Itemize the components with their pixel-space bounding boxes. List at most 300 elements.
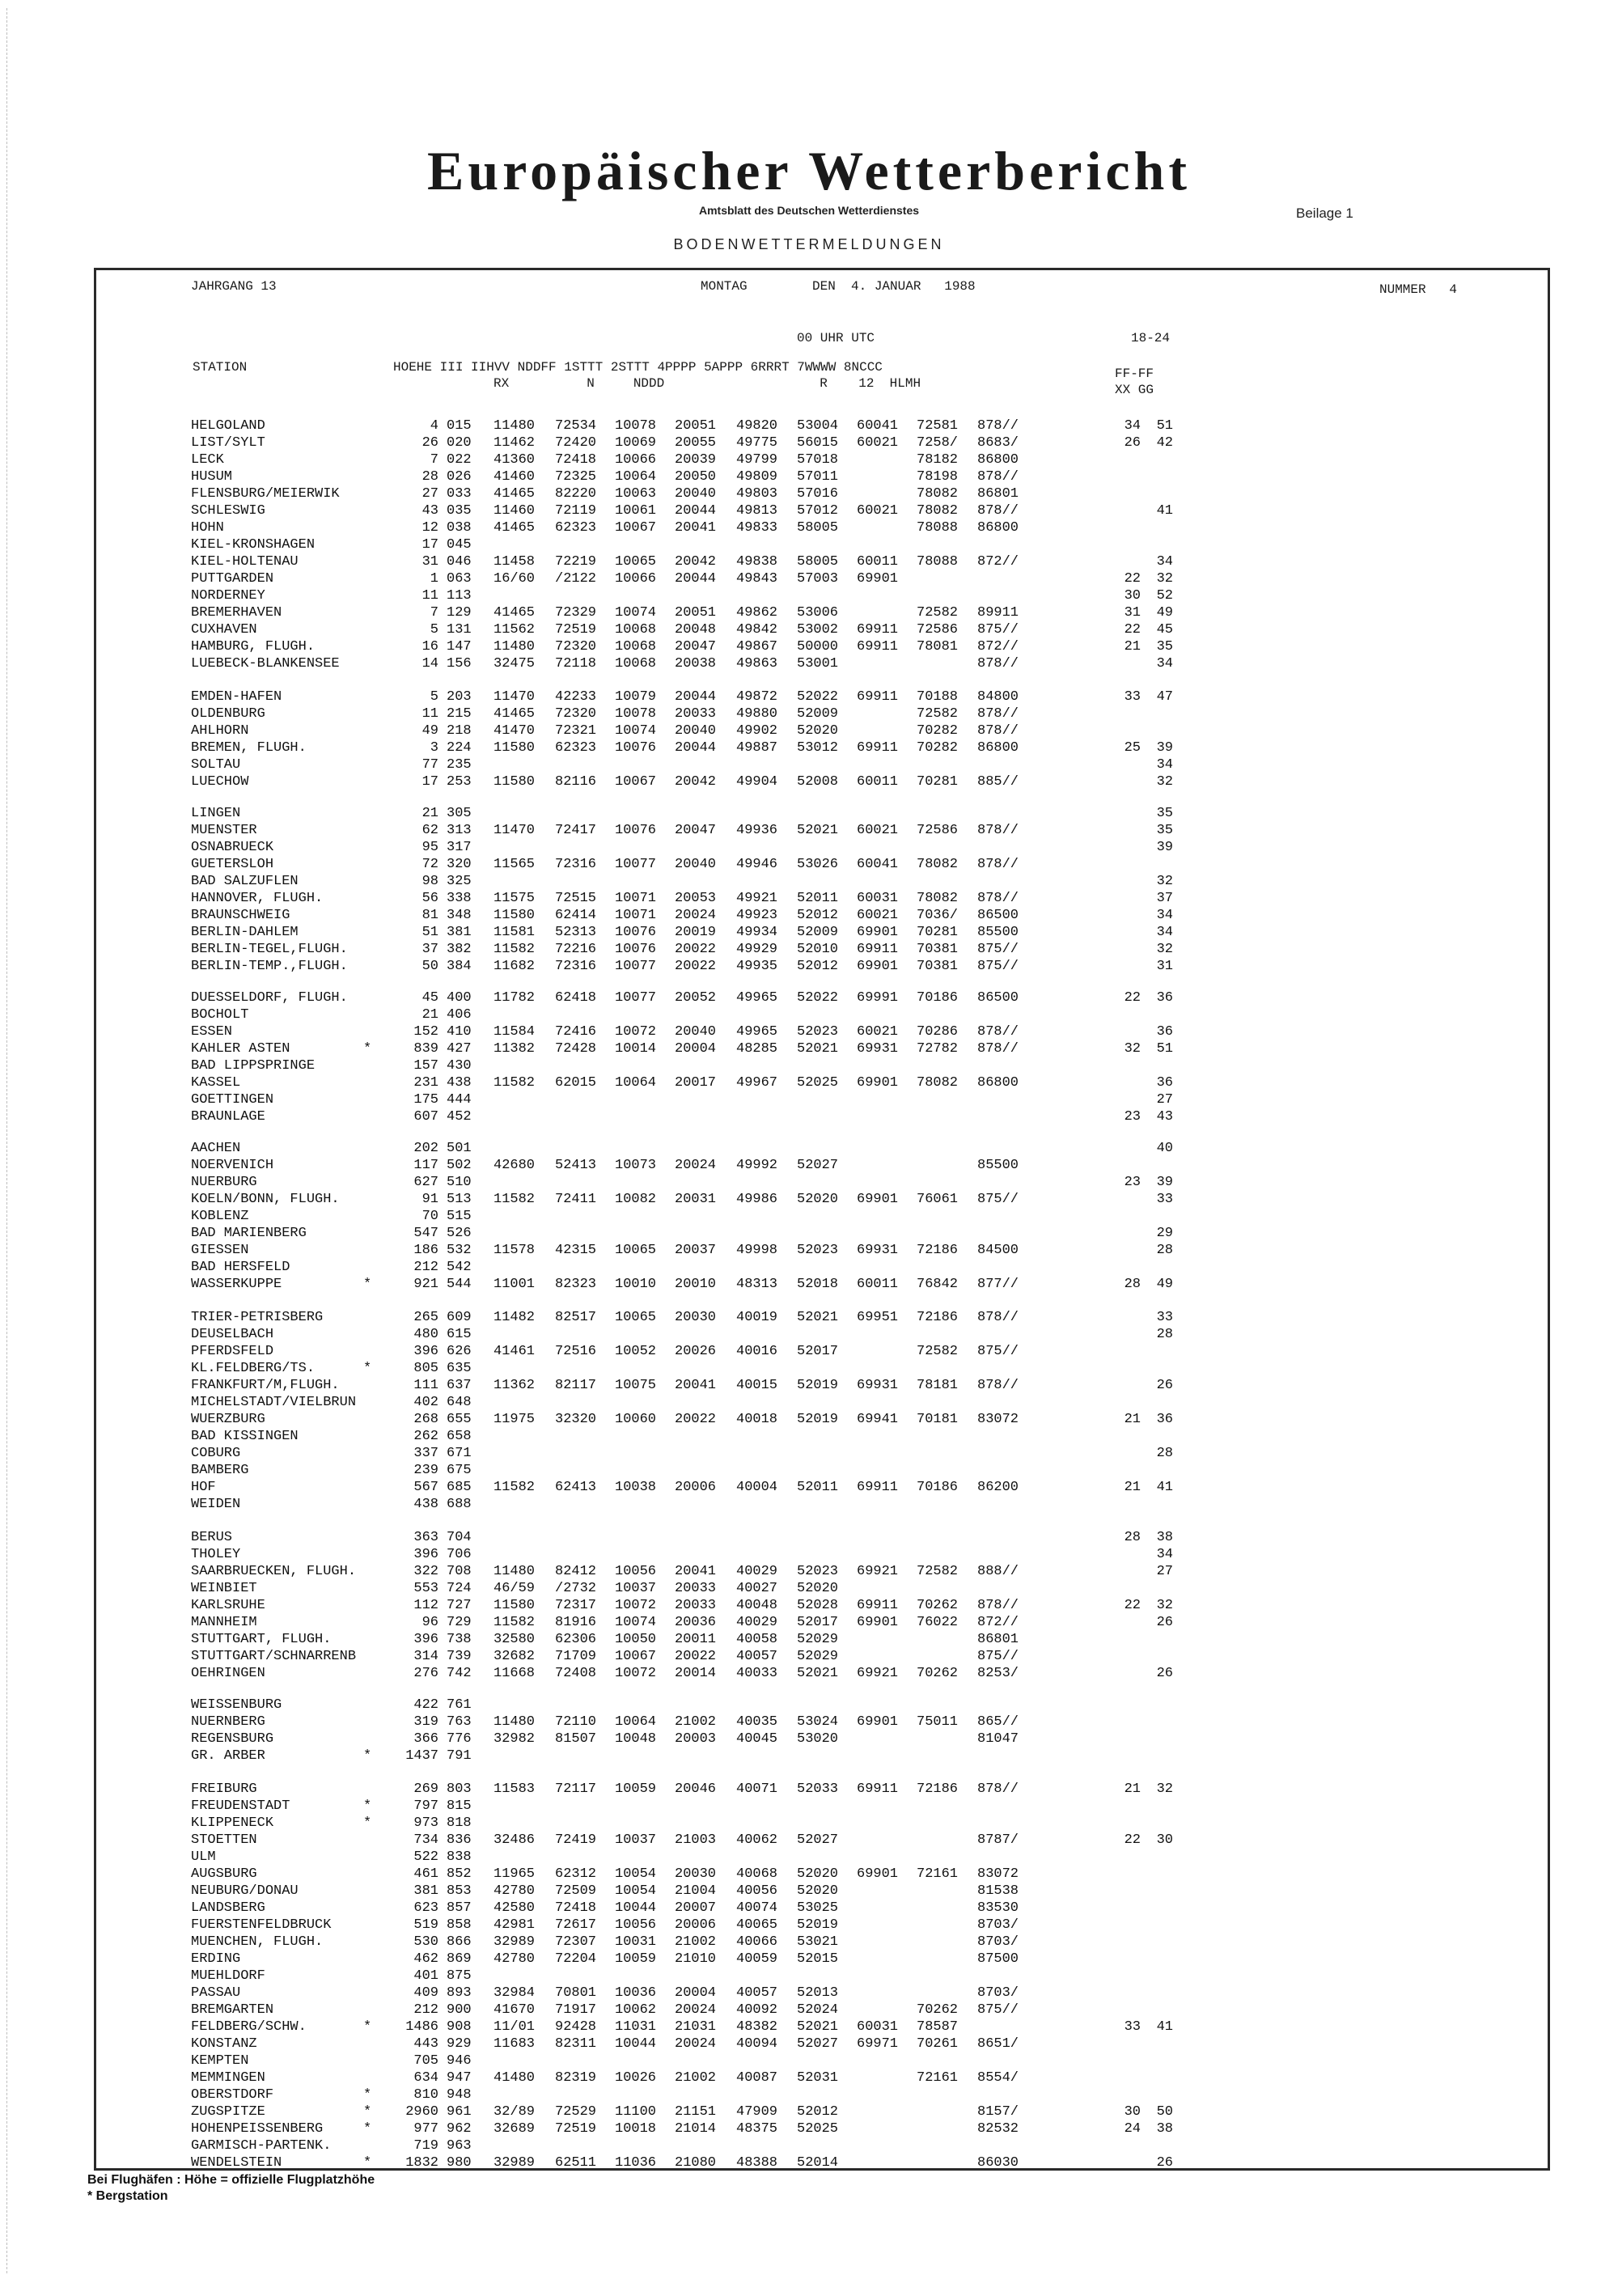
code-group-appp: 57012 (797, 503, 839, 519)
code-group-nddff: 72519 (555, 622, 597, 638)
code-group-stttt2: 20019 (675, 925, 717, 940)
code-group-stttt2: 20053 (675, 891, 717, 906)
code-group-ncccc: 875// (977, 942, 1019, 957)
code-group-appp: 58005 (797, 554, 839, 570)
station-number: 147 (447, 639, 472, 654)
code-group-stttt1: 10052 (615, 1344, 657, 1359)
code-group-pppp: 48382 (736, 2019, 778, 2035)
station-name: MANNHEIM (191, 1615, 257, 1630)
code-group-stttt2: 20011 (675, 1632, 717, 1647)
code-group-nddff: 72411 (555, 1192, 597, 1207)
wind-max: 23 (1124, 1175, 1141, 1190)
code-group-nddff: 72317 (555, 1598, 597, 1613)
gust-max: 37 (1156, 891, 1173, 906)
station-number: 129 (447, 605, 472, 621)
gust-max: 38 (1156, 1530, 1173, 1545)
code-group-stttt2: 20036 (675, 1615, 717, 1630)
code-group-ncccc: 86500 (977, 990, 1019, 1006)
station-number: 739 (447, 1649, 472, 1664)
code-group-nddff: 72316 (555, 857, 597, 872)
station-height: 553 (413, 1581, 438, 1596)
station-name: KAHLER ASTEN (191, 1041, 290, 1057)
table-row (0, 452, 1618, 468)
station-name: CUXHAVEN (191, 622, 257, 638)
station-height: 438 (413, 1497, 438, 1512)
station-height: 314 (413, 1649, 438, 1664)
code-group-stttt2: 20048 (675, 622, 717, 638)
station-name: BREMEN, FLUGH. (191, 740, 307, 756)
code-column-header: HOEHE III IIHVV NDDFF 1STTT 2STTT 4PPPP 5APPP 6RRRT 7WWWW 8NCCC (393, 360, 883, 375)
gust-max: 28 (1156, 1446, 1173, 1461)
mountain-station-marker: * (363, 1798, 372, 1814)
code-group-nddff: 82220 (555, 486, 597, 502)
code-group-pppp: 40071 (736, 1781, 778, 1797)
station-number: 738 (447, 1632, 472, 1647)
station-name: BERLIN-TEGEL,FLUGH. (191, 942, 348, 957)
code-group-stttt1: 10031 (615, 1934, 657, 1950)
station-name: WASSERKUPPE (191, 1277, 282, 1292)
station-height: 1 (430, 571, 438, 587)
code-group-pppp: 49929 (736, 942, 778, 957)
station-height: 973 (413, 1815, 438, 1831)
station-name: BERLIN-DAHLEM (191, 925, 299, 940)
time-label: 00 UHR UTC (797, 331, 875, 345)
code-group-pppp: 40066 (736, 1934, 778, 1950)
station-height: 7 (430, 605, 438, 621)
code-group-stttt1: 10036 (615, 1985, 657, 2001)
code-group-nddff: 32320 (555, 1412, 597, 1427)
code-group-stttt1: 10059 (615, 1951, 657, 1967)
station-height: 17 (421, 537, 438, 553)
station-name: THOLEY (191, 1547, 241, 1562)
station-number: 515 (447, 1209, 472, 1224)
table-row (0, 840, 1618, 856)
code-group-wwww: 78082 (917, 857, 959, 872)
wind-gust-subheader: XX GG (1115, 383, 1154, 397)
gust-max: 39 (1156, 740, 1173, 756)
station-number: 791 (447, 1748, 472, 1764)
code-group-rrrt: 69901 (857, 1714, 899, 1730)
table-row (0, 1175, 1618, 1191)
station-number: 156 (447, 656, 472, 671)
code-group-wwww: 78088 (917, 520, 959, 536)
table-row (0, 2002, 1618, 2019)
code-group-nddff: 72519 (555, 2121, 597, 2137)
code-group-stttt2: 20040 (675, 1024, 717, 1040)
code-group-nddff: 62323 (555, 520, 597, 536)
code-group-appp: 52020 (797, 1866, 839, 1882)
station-number: 430 (447, 1058, 472, 1074)
station-height: 265 (413, 1310, 438, 1325)
code-group-stttt2: 20022 (675, 942, 717, 957)
gust-max: 40 (1156, 1141, 1173, 1156)
station-number: 501 (447, 1141, 472, 1156)
issue-number: NUMMER 4 (1379, 282, 1458, 297)
station-number: 858 (447, 1917, 472, 1933)
code-group-wwww: 72586 (917, 823, 959, 838)
station-number: 338 (447, 891, 472, 906)
code-group-stttt1: 11100 (615, 2104, 657, 2120)
code-group-stttt2: 20004 (675, 1041, 717, 1057)
gust-max: 45 (1156, 622, 1173, 638)
footnote-mountain: * Bergstation (87, 2189, 168, 2203)
code-group-appp: 52011 (797, 1480, 839, 1495)
table-row (0, 1412, 1618, 1428)
code-group-stttt1: 10076 (615, 740, 657, 756)
station-name: OBERSTDORF (191, 2087, 274, 2103)
code-group-nddff: 72509 (555, 1883, 597, 1899)
station-height: 231 (413, 1075, 438, 1091)
station-name: KARLSRUHE (191, 1598, 265, 1613)
code-group-iihvv: 11480 (493, 1564, 536, 1579)
code-group-stttt2: 20003 (675, 1731, 717, 1747)
station-name: LUEBECK-BLANKENSEE (191, 656, 340, 671)
code-group-ncccc: 89911 (977, 605, 1019, 621)
table-row (0, 1951, 1618, 1968)
station-height: 422 (413, 1697, 438, 1713)
code-group-wwww: 70262 (917, 1666, 959, 1681)
gust-max: 32 (1156, 942, 1173, 957)
code-group-iihvv: 32989 (493, 2155, 536, 2171)
table-row (0, 1344, 1618, 1360)
table-row (0, 1075, 1618, 1091)
code-group-iihvv: 32982 (493, 1731, 536, 1747)
station-number: 063 (447, 571, 472, 587)
table-row (0, 503, 1618, 519)
station-height: 409 (413, 1985, 438, 2001)
gust-max: 26 (1156, 1666, 1173, 1681)
station-height: 443 (413, 2036, 438, 2052)
station-number: 776 (447, 1731, 472, 1747)
station-number: 224 (447, 740, 472, 756)
station-name: FELDBERG/SCHW. (191, 2019, 307, 2035)
station-number: 948 (447, 2087, 472, 2103)
code-group-wwww: 72582 (917, 605, 959, 621)
station-number: 962 (447, 2121, 472, 2137)
station-height: 461 (413, 1866, 438, 1882)
code-group-rrrt: 69901 (857, 1615, 899, 1630)
code-group-ncccc: 888// (977, 1564, 1019, 1579)
table-row (0, 435, 1618, 451)
station-number: 348 (447, 908, 472, 923)
table-row (0, 942, 1618, 958)
code-group-stttt1: 10071 (615, 908, 657, 923)
code-group-rrrt: 60011 (857, 1277, 899, 1292)
gust-max: 33 (1156, 1192, 1173, 1207)
code-group-appp: 52029 (797, 1649, 839, 1664)
code-group-nddff: 62414 (555, 908, 597, 923)
code-group-appp: 52012 (797, 908, 839, 923)
station-number: 015 (447, 418, 472, 434)
code-group-ncccc: 878// (977, 503, 1019, 519)
table-row (0, 1883, 1618, 1900)
code-group-iihvv: 11580 (493, 1598, 536, 1613)
station-number: 253 (447, 774, 472, 790)
code-group-stttt2: 21002 (675, 1934, 717, 1950)
table-row (0, 2036, 1618, 2052)
station-name: FRANKFURT/M,FLUGH. (191, 1378, 340, 1393)
station-name: STOETTEN (191, 1832, 257, 1848)
code-group-stttt1: 11036 (615, 2155, 657, 2171)
code-group-wwww: 72581 (917, 418, 959, 434)
code-group-nddff: 82517 (555, 1310, 597, 1325)
code-group-nddff: 82116 (555, 774, 597, 790)
station-number: 325 (447, 874, 472, 889)
table-row (0, 1598, 1618, 1614)
code-group-appp: 53024 (797, 1714, 839, 1730)
gust-max: 50 (1156, 2104, 1173, 2120)
station-number: 708 (447, 1564, 472, 1579)
station-height: 607 (413, 1109, 438, 1125)
station-name: WEINBIET (191, 1581, 257, 1596)
station-height: 396 (413, 1632, 438, 1647)
code-group-nddff: 62306 (555, 1632, 597, 1647)
table-row (0, 891, 1618, 907)
code-group-pppp: 40035 (736, 1714, 778, 1730)
wind-max: 25 (1124, 740, 1141, 756)
table-row (0, 1564, 1618, 1580)
code-group-ncccc: 872// (977, 639, 1019, 654)
station-height: 269 (413, 1781, 438, 1797)
wind-max: 23 (1124, 1109, 1141, 1125)
code-group-stttt2: 20004 (675, 1985, 717, 2001)
station-height: 51 (421, 925, 438, 940)
code-group-iihvv: 11582 (493, 1192, 536, 1207)
station-height: 705 (413, 2053, 438, 2069)
code-group-wwww: 72582 (917, 706, 959, 722)
station-number: 406 (447, 1007, 472, 1023)
code-group-wwww: 72186 (917, 1310, 959, 1325)
station-number: 947 (447, 2070, 472, 2086)
code-group-pppp: 40033 (736, 1666, 778, 1681)
code-group-appp: 52029 (797, 1632, 839, 1647)
code-group-nddff: 82117 (555, 1378, 597, 1393)
station-name: KONSTANZ (191, 2036, 257, 2052)
code-group-appp: 53025 (797, 1900, 839, 1916)
gust-max: 34 (1156, 908, 1173, 923)
code-group-appp: 52019 (797, 1412, 839, 1427)
station-number: 131 (447, 622, 472, 638)
gust-max: 36 (1156, 1024, 1173, 1040)
station-height: 262 (413, 1429, 438, 1444)
code-group-ncccc: 8703/ (977, 1985, 1019, 2001)
station-name: GARMISCH-PARTENK. (191, 2138, 332, 2154)
code-group-iihvv: 11578 (493, 1243, 536, 1258)
code-group-ncccc: 878// (977, 1378, 1019, 1393)
station-number: 020 (447, 435, 472, 451)
gust-max: 30 (1156, 1832, 1173, 1848)
code-group-wwww: 78082 (917, 486, 959, 502)
code-group-appp: 53020 (797, 1731, 839, 1747)
station-height: 31 (421, 554, 438, 570)
code-group-nddff: 62511 (555, 2155, 597, 2171)
station-name: LECK (191, 452, 224, 468)
table-row (0, 2138, 1618, 2154)
code-column-subheader: RX N NDDD R 12 HLMH (493, 376, 921, 391)
station-name: BRAUNLAGE (191, 1109, 265, 1125)
station-height: 734 (413, 1832, 438, 1848)
code-group-wwww: 70381 (917, 959, 959, 974)
station-number: 706 (447, 1547, 472, 1562)
station-name: KL.FELDBERG/TS. (191, 1361, 316, 1376)
code-group-ncccc: 875// (977, 1344, 1019, 1359)
wind-gust-header: FF-FF (1115, 366, 1154, 381)
station-name: OLDENBURG (191, 706, 265, 722)
code-group-rrrt: 69921 (857, 1666, 899, 1681)
table-row (0, 1968, 1618, 1985)
table-row (0, 469, 1618, 485)
station-number: 305 (447, 806, 472, 821)
code-group-nddff: 72110 (555, 1714, 597, 1730)
table-row (0, 1277, 1618, 1293)
code-group-ncccc: 878// (977, 706, 1019, 722)
station-name: BERUS (191, 1530, 233, 1545)
code-group-appp: 52010 (797, 942, 839, 957)
station-height: 1832 (405, 2155, 438, 2171)
station-name: LINGEN (191, 806, 241, 821)
code-group-appp: 52017 (797, 1344, 839, 1359)
code-group-stttt2: 21002 (675, 1714, 717, 1730)
code-group-pppp: 40015 (736, 1378, 778, 1393)
code-group-stttt2: 20046 (675, 1781, 717, 1797)
station-name: SAARBRUECKEN, FLUGH. (191, 1564, 357, 1579)
code-group-wwww: 70281 (917, 774, 959, 790)
table-row (0, 806, 1618, 822)
mountain-station-marker: * (363, 2121, 372, 2137)
station-name: LUECHOW (191, 774, 249, 790)
code-group-pppp: 49935 (736, 959, 778, 974)
table-row (0, 1615, 1618, 1631)
code-group-stttt1: 10050 (615, 1632, 657, 1647)
code-group-iihvv: 11470 (493, 689, 536, 705)
station-number: 815 (447, 1798, 472, 1814)
code-group-ncccc: 878// (977, 656, 1019, 671)
code-group-nddff: 72325 (555, 469, 597, 485)
code-group-ncccc: 878// (977, 891, 1019, 906)
code-group-rrrt: 69931 (857, 1378, 899, 1393)
table-row (0, 1243, 1618, 1259)
table-row (0, 537, 1618, 553)
code-group-wwww: 7258/ (917, 435, 959, 451)
code-group-wwww: 78088 (917, 554, 959, 570)
station-number: 444 (447, 1092, 472, 1108)
jahrgang-label: JAHRGANG 13 (191, 279, 277, 294)
code-group-appp: 52025 (797, 2121, 839, 2137)
station-height: 37 (421, 942, 438, 957)
code-group-stttt2: 20031 (675, 1192, 717, 1207)
station-number: 313 (447, 823, 472, 838)
station-height: 16 (421, 639, 438, 654)
code-group-nddff: 72516 (555, 1344, 597, 1359)
table-row (0, 706, 1618, 722)
code-group-appp: 52022 (797, 689, 839, 705)
code-group-stttt1: 10067 (615, 774, 657, 790)
wind-max: 28 (1124, 1530, 1141, 1545)
code-group-pppp: 49820 (736, 418, 778, 434)
code-group-ncccc: 878// (977, 1041, 1019, 1057)
table-row (0, 2155, 1618, 2171)
code-group-stttt1: 10074 (615, 605, 657, 621)
code-group-appp: 52024 (797, 2002, 839, 2018)
station-name: BAD LIPPSPRINGE (191, 1058, 316, 1074)
code-group-stttt2: 21031 (675, 2019, 717, 2035)
code-group-ncccc: 878// (977, 1024, 1019, 1040)
code-group-stttt2: 20041 (675, 520, 717, 536)
station-name: KOELN/BONN, FLUGH. (191, 1192, 340, 1207)
gust-max: 27 (1156, 1564, 1173, 1579)
station-number: 382 (447, 942, 472, 957)
code-group-iihvv: 11582 (493, 1075, 536, 1091)
code-group-nddff: 72416 (555, 1024, 597, 1040)
station-height: 81 (421, 908, 438, 923)
code-group-appp: 52021 (797, 1310, 839, 1325)
code-group-iihvv: 32984 (493, 1985, 536, 2001)
code-group-iihvv: 11482 (493, 1310, 536, 1325)
gust-max: 36 (1156, 1075, 1173, 1091)
station-height: 805 (413, 1361, 438, 1376)
code-group-nddff: 42315 (555, 1243, 597, 1258)
station-name: AACHEN (191, 1141, 241, 1156)
code-group-wwww: 70381 (917, 942, 959, 957)
station-number: 203 (447, 689, 472, 705)
code-group-iihvv: 11470 (493, 823, 536, 838)
code-group-ncccc: 8703/ (977, 1934, 1019, 1950)
table-row (0, 1361, 1618, 1377)
code-group-stttt2: 20037 (675, 1243, 717, 1258)
station-number: 946 (447, 2053, 472, 2069)
code-group-pppp: 40045 (736, 1731, 778, 1747)
station-name: PASSAU (191, 1985, 241, 2001)
table-row (0, 740, 1618, 756)
code-group-ncccc: 87500 (977, 1951, 1019, 1967)
code-group-stttt2: 20047 (675, 639, 717, 654)
code-group-iihvv: 11582 (493, 942, 536, 957)
station-number: 688 (447, 1497, 472, 1512)
code-group-ncccc: 872// (977, 554, 1019, 570)
station-height: 567 (413, 1480, 438, 1495)
table-row (0, 1666, 1618, 1682)
station-name: NOERVENICH (191, 1158, 274, 1173)
station-number: 626 (447, 1344, 472, 1359)
wind-max: 24 (1124, 2121, 1141, 2137)
code-group-stttt1: 10077 (615, 990, 657, 1006)
station-height: 49 (421, 723, 438, 739)
gust-max: 35 (1156, 823, 1173, 838)
code-group-wwww: 75011 (917, 1714, 959, 1730)
code-group-wwww: 70262 (917, 2002, 959, 2018)
code-group-pppp: 49902 (736, 723, 778, 739)
code-group-pppp: 40059 (736, 1951, 778, 1967)
code-group-pppp: 40029 (736, 1615, 778, 1630)
table-row (0, 1041, 1618, 1057)
table-row (0, 1697, 1618, 1714)
code-group-ncccc: 86800 (977, 1075, 1019, 1091)
code-group-rrrt: 60021 (857, 435, 899, 451)
code-group-stttt2: 20017 (675, 1075, 717, 1091)
code-group-wwww: 70261 (917, 2036, 959, 2052)
station-number: 320 (447, 857, 472, 872)
code-group-stttt2: 21080 (675, 2155, 717, 2171)
code-group-ncccc: 83072 (977, 1866, 1019, 1882)
station-height: 111 (413, 1378, 438, 1393)
code-group-pppp: 49842 (736, 622, 778, 638)
code-group-stttt1: 10010 (615, 1277, 657, 1292)
station-number: 671 (447, 1446, 472, 1461)
code-group-wwww: 70188 (917, 689, 959, 705)
code-group-rrrt: 60021 (857, 503, 899, 519)
station-height: 319 (413, 1714, 438, 1730)
station-name: GUETERSLOH (191, 857, 274, 872)
